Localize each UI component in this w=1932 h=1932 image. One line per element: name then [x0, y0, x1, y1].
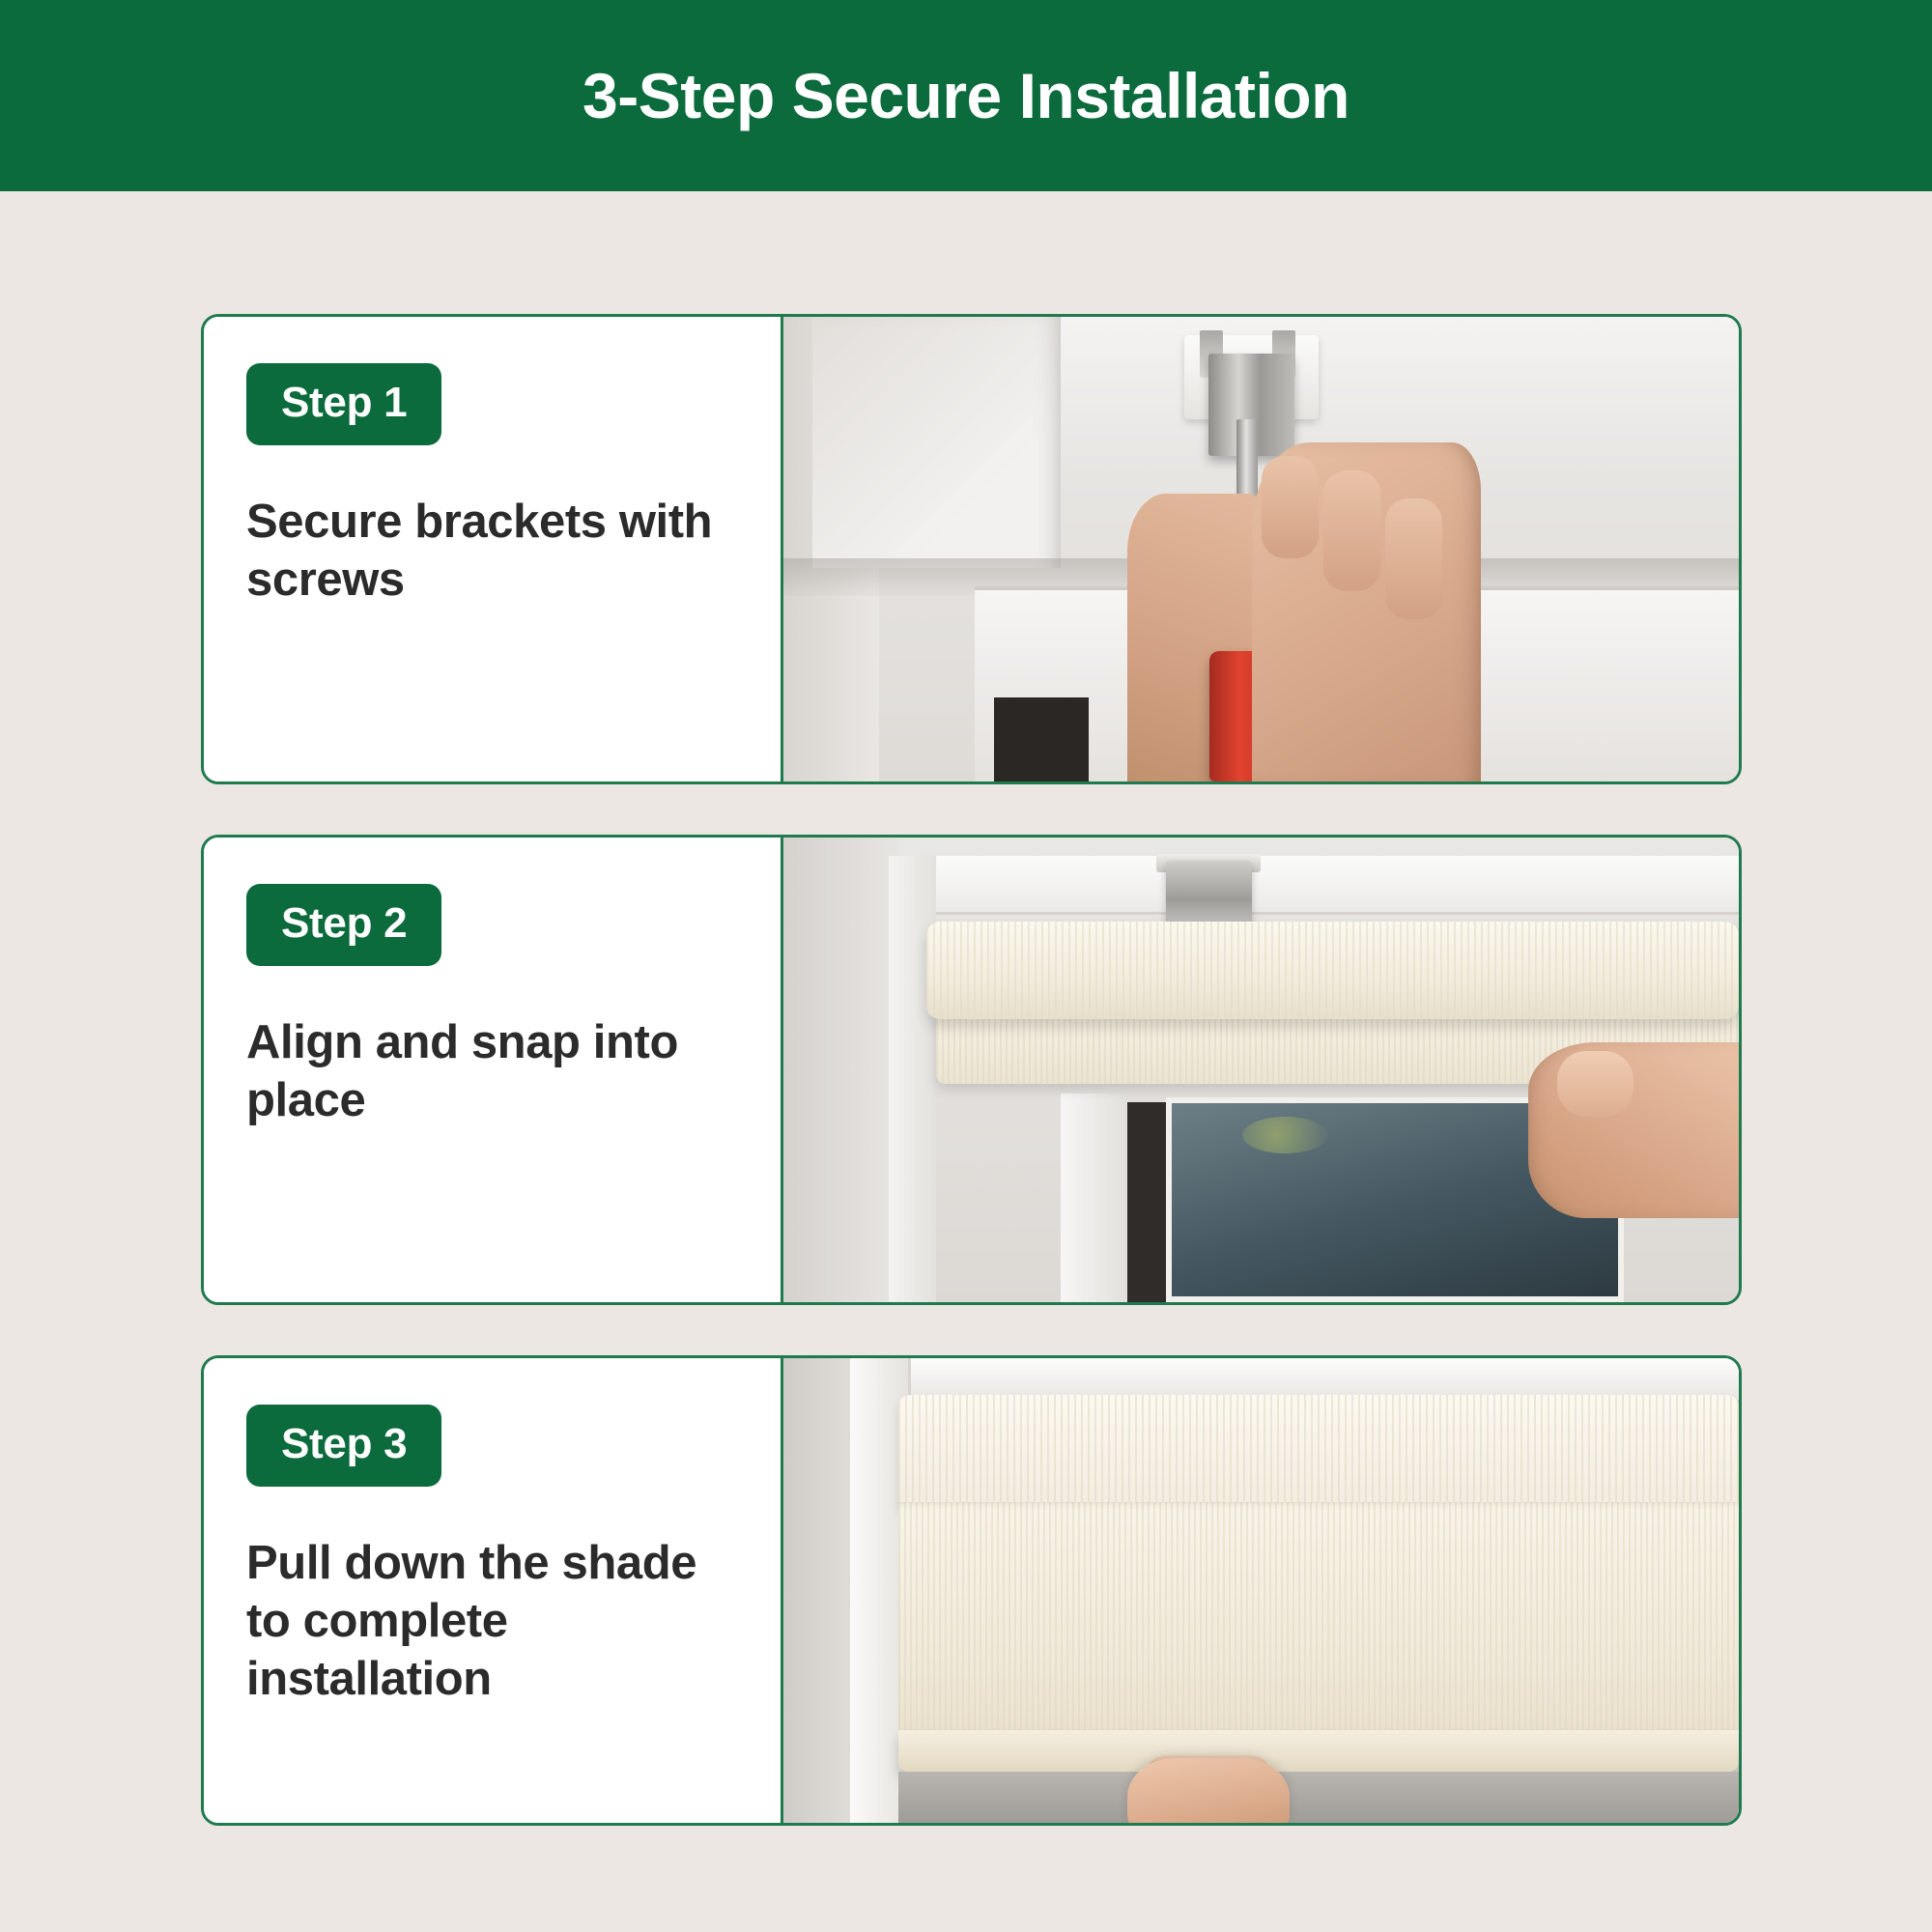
shade-fabric	[898, 1502, 1739, 1744]
window-recess-corner	[812, 317, 1061, 568]
window-mullion	[1061, 1094, 1127, 1302]
finger-2	[1323, 470, 1380, 591]
shade-bottom-rail	[898, 1730, 1739, 1772]
step-1-text-panel	[204, 317, 783, 781]
shade-headrail	[898, 1395, 1739, 1506]
step-2-badge: Step 2	[246, 884, 441, 966]
step-3-description: Pull down the shade to complete installation	[246, 1537, 697, 1705]
step-2-text-panel	[204, 838, 783, 1302]
thumb	[1557, 1051, 1634, 1116]
window-dark-gap	[994, 697, 1090, 781]
step-3-text-panel	[204, 1358, 783, 1823]
hand-pulling-shade	[1127, 1758, 1290, 1823]
page-title: 3-Step Secure Installation	[582, 60, 1350, 131]
wall-left	[783, 838, 898, 1302]
step-1-image	[783, 317, 1739, 781]
step-card-2	[201, 835, 1742, 1305]
step-2-image	[783, 838, 1739, 1302]
pull-down-shade-photo	[783, 1358, 1739, 1823]
foliage-reflection	[1242, 1117, 1328, 1153]
align-snap-photo	[783, 838, 1739, 1302]
step-3-image	[783, 1358, 1739, 1823]
step-card-1	[201, 314, 1742, 784]
step-1-badge: Step 1	[246, 363, 441, 445]
window-frame-top	[889, 856, 1739, 915]
finger-1	[1262, 456, 1319, 558]
step-2-description: Align and snap into place	[246, 1016, 678, 1126]
step-card-3	[201, 1355, 1742, 1826]
window-below-shade	[898, 1772, 1739, 1823]
finger-3	[1385, 498, 1442, 619]
steps-list	[201, 314, 1747, 1876]
mounting-bracket	[1166, 861, 1252, 925]
window-frame-left	[889, 856, 936, 1302]
step-1-description: Secure brackets with screws	[246, 496, 713, 606]
step-3-badge: Step 3	[246, 1405, 441, 1487]
shade-headrail	[926, 922, 1739, 1019]
header-banner	[0, 0, 1932, 191]
bracket-screwdriver-photo	[783, 317, 1739, 781]
